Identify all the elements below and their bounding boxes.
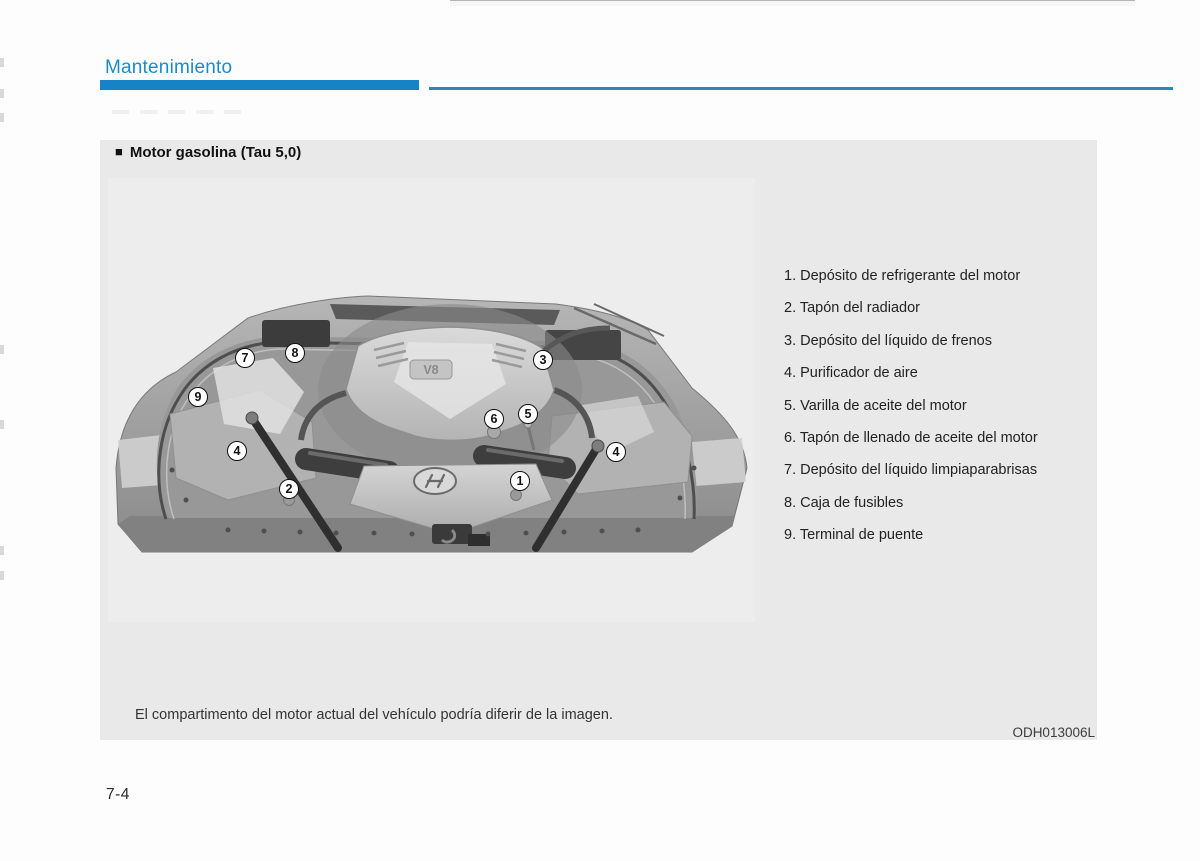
scan-artifact-dash [224, 110, 241, 114]
header-rule-line [429, 87, 1173, 90]
chapter-title: Mantenimiento [105, 57, 233, 78]
legend-item-2: 2. Tapón del radiador [784, 300, 920, 317]
scan-artifact-edge-mark [0, 345, 4, 354]
scan-artifact-dash [196, 110, 213, 114]
figure-title [115, 144, 301, 161]
page-number: 7-4 [106, 786, 130, 803]
scan-artifact-dash [140, 110, 157, 114]
legend-list [784, 260, 1084, 552]
scan-artifact-edge-mark [0, 113, 4, 122]
callout-7: 7 [235, 348, 255, 368]
coolant-reservoir-cap [511, 490, 522, 501]
callout-4: 4 [227, 441, 247, 461]
callout-6: 6 [484, 409, 504, 429]
callout-4: 4 [606, 442, 626, 462]
figure-caption: El compartimento del motor actual del vehículo podría diferir de la imagen. [135, 707, 613, 723]
scan-artifact-top-strip [450, 0, 1135, 6]
scan-artifact-dash [112, 110, 129, 114]
scan-artifact-edge-mark [0, 420, 4, 429]
legend-item-7: 7. Depósito del líquido limpiaparabrisas [784, 462, 1038, 479]
legend-item-9: 9. Terminal de puente [784, 527, 924, 544]
callout-3: 3 [533, 350, 553, 370]
scan-artifact-dash [168, 110, 185, 114]
scan-artifact-edge-mark [0, 89, 4, 98]
image-code: ODH013006L [1012, 725, 1095, 740]
callout-1: 1 [510, 471, 530, 491]
scan-artifact-edge-mark [0, 571, 4, 580]
legend-item-5: 5. Varilla de aceite del motor [784, 397, 967, 414]
figure-title-text: Motor gasolina (Tau 5,0) [129, 144, 302, 161]
strut-mount-right [592, 440, 604, 452]
legend-item-4: 4. Purificador de aire [784, 365, 918, 382]
callout-9: 9 [188, 387, 208, 407]
section-square-marker: ■ [115, 144, 123, 159]
legend-item-1: 1. Depósito de refrigerante del motor [784, 268, 1021, 284]
scan-artifact-edge-mark [0, 546, 4, 555]
v8-badge-text: V8 [423, 363, 439, 377]
header-accent-bar [100, 80, 419, 90]
callout-2: 2 [279, 479, 299, 499]
callout-8: 8 [285, 343, 305, 363]
callout-5: 5 [518, 404, 538, 424]
strut-mount-left [246, 412, 258, 424]
legend-item-6: 6. Tapón de llenado de aceite del motor [784, 430, 1038, 447]
legend-item-3: 3. Depósito del líquido de frenos [784, 332, 992, 349]
scan-artifact-edge-mark [0, 58, 4, 67]
legend-item-8: 8. Caja de fusibles [784, 494, 904, 511]
headlight-right [692, 438, 746, 486]
